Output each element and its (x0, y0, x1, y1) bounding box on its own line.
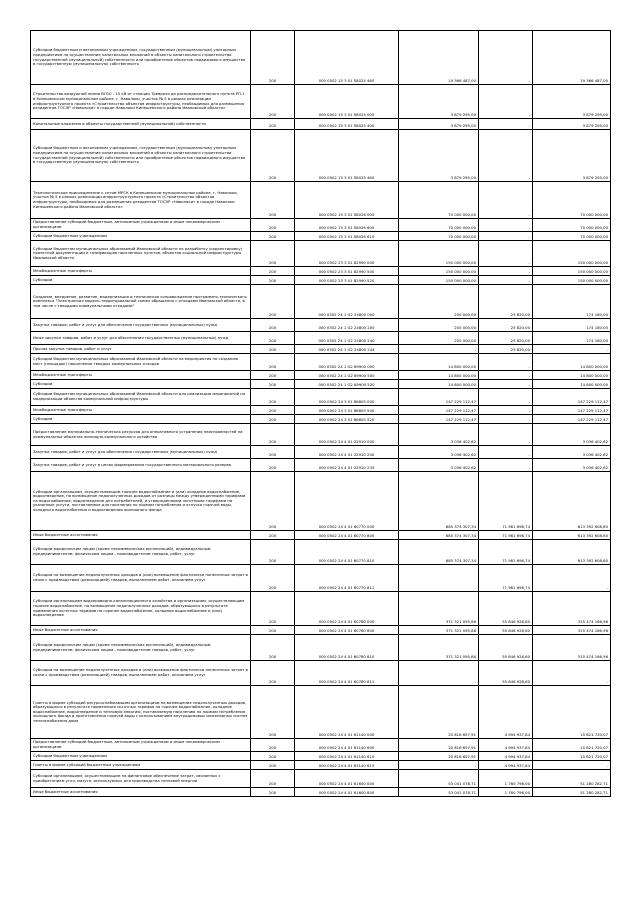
approved-amount: 20 816 657,91 (399, 739, 479, 752)
unexecuted-amount: 150 000 000,00 (533, 276, 611, 285)
budget-item-name: Иные бюджетные ассигнования (31, 788, 251, 797)
approved-amount: 14 800 000,00 (399, 371, 479, 380)
table-row (31, 770, 611, 788)
table-row (31, 241, 611, 267)
classification-code: 000 0502 24 4 01 60780 000 (295, 592, 399, 626)
unexecuted-amount: 315 474 166,96 (533, 592, 611, 626)
executed-amount: - (479, 406, 533, 415)
unexecuted-amount: - (533, 661, 611, 686)
unexecuted-amount: 3 879 295,00 (533, 85, 611, 119)
classification-code: 000 0502 24 3 01 86805 000 (295, 389, 399, 406)
table-row (31, 389, 611, 406)
table-row (31, 565, 611, 592)
unexecuted-amount: 174 180,00 (533, 332, 611, 345)
table-row (31, 661, 611, 686)
admin-code: 200 (251, 739, 295, 752)
executed-amount: 71 981 698,74 (479, 540, 533, 565)
budget-item-name: Закупка товаров, работ и услуг в целях формирования государственного материального резерва (31, 459, 251, 472)
executed-amount: - (479, 276, 533, 285)
budget-execution-table (30, 30, 611, 797)
executed-amount: 55 846 928,60 (479, 661, 533, 686)
unexecuted-amount: 51 280 282,71 (533, 788, 611, 797)
table-row (31, 119, 611, 130)
classification-code: 000 0502 24 4 01 61600 800 (295, 788, 399, 797)
admin-code: 200 (251, 540, 295, 565)
table-row (31, 472, 611, 531)
unexecuted-amount: 150 000 000,00 (533, 241, 611, 267)
admin-code: 200 (251, 635, 295, 661)
unexecuted-amount: 147 229 112,47 (533, 415, 611, 424)
admin-code: 200 (251, 752, 295, 761)
admin-code: 200 (251, 285, 295, 319)
executed-amount: - (479, 119, 533, 130)
approved-amount: 685 374 307,34 (399, 531, 479, 540)
classification-code: 000 0502 23 3 01 82990 500 (295, 267, 399, 276)
classification-code: 000 0502 24 1 G2 89900 520 (295, 380, 399, 389)
classification-code: 000 0502 15 3 01 S8024 460 (295, 31, 399, 85)
executed-amount: - (479, 267, 533, 276)
admin-code: 200 (251, 686, 295, 739)
admin-code: 200 (251, 354, 295, 371)
unexecuted-amount: 3 036 402,62 (533, 446, 611, 459)
classification-code: 000 0502 24 4 01 22910 233 (295, 459, 399, 472)
admin-code: 200 (251, 241, 295, 267)
executed-amount: 55 846 928,60 (479, 626, 533, 635)
executed-amount: 4 994 937,84 (479, 761, 533, 770)
unexecuted-amount: 70 000 000,00 (533, 182, 611, 219)
unexecuted-amount: 3 036 402,62 (533, 424, 611, 446)
executed-amount: 4 994 937,84 (479, 686, 533, 739)
classification-code: 000 0502 15 3 01 S8026 600 (295, 219, 399, 232)
table-row (31, 332, 611, 345)
approved-amount: 53 041 078,71 (399, 770, 479, 788)
table-row (31, 371, 611, 380)
approved-amount: 20 816 657,91 (399, 752, 479, 761)
unexecuted-amount: 613 392 608,60 (533, 531, 611, 540)
executed-amount: - (479, 424, 533, 446)
executed-amount: - (479, 219, 533, 232)
budget-item-name: Субсидии бюджетным учреждениям (31, 232, 251, 241)
classification-code: 000 0502 24 4 01 60770 810 (295, 540, 399, 565)
budget-item-name: Субсидии бюджетам муниципальных образований Ивановской области на разработку (корректировку) проектной документации и газификацию населенных пунктов, объектов социальной инфраструктуры Ивановской области (31, 241, 251, 267)
admin-code: 200 (251, 380, 295, 389)
executed-amount: 55 846 928,60 (479, 635, 533, 661)
admin-code: 200 (251, 182, 295, 219)
unexecuted-amount: 147 229 112,47 (533, 406, 611, 415)
approved-amount: 70 000 000,00 (399, 232, 479, 241)
table-row (31, 415, 611, 424)
admin-code: 200 (251, 219, 295, 232)
unexecuted-amount: 15 821 720,07 (533, 752, 611, 761)
classification-code: 000 0502 24 1 G2 24800 000 (295, 285, 399, 319)
approved-amount: 3 036 402,62 (399, 446, 479, 459)
classification-code: 000 0502 24 1 G2 89900 500 (295, 371, 399, 380)
approved-amount: 14 800 000,00 (399, 354, 479, 371)
budget-item-name: Субсидии организациям водопроводно-канализационного хозяйства и организациям, осуществляющим горячее водоснабжение, на возмещение недополученных доходов, образующихся в результате применения льготных тарифов на горячее водоснабжение, холодное водоснабжение и (или) водоотведение (31, 592, 251, 626)
admin-code: 200 (251, 446, 295, 459)
table-row (31, 276, 611, 285)
approved-amount: 70 000 000,00 (399, 219, 479, 232)
executed-amount: - (479, 459, 533, 472)
table-row (31, 446, 611, 459)
budget-item-name: Межбюджетные трансферты (31, 406, 251, 415)
executed-amount: - (479, 182, 533, 219)
admin-code: 200 (251, 770, 295, 788)
budget-item-name: Субсидии бюджетным и автономным учреждениям, государственным (муниципальным) унитарным предприятиям на осуществление капитальных вложений в объекты капитального строительства государственной (муниципальной) собственности или приобретение объектов недвижимого имущества в государственную (муниципальную) собственность (31, 31, 251, 85)
table-row (31, 380, 611, 389)
budget-item-name: Субсидии бюджетам муниципальных образований Ивановской области для реализации мероприятий по модернизации объектов коммунальной инфраструктуры (31, 389, 251, 406)
budget-item-name: Субсидии на возмещение недополученных доходов и (или) возмещение фактически понесенных затрат в связи с производством (реализацией) товаров, выполнением работ, оказанием услуг (31, 661, 251, 686)
executed-amount: 71 981 698,74 (479, 565, 533, 592)
admin-code: 200 (251, 85, 295, 119)
admin-code: 200 (251, 389, 295, 406)
budget-item-name: Субсидии бюджетам муниципальных образований Ивановской области на мероприятия по созданию мест (площадок) накопления твердых коммунальных отходов (31, 354, 251, 371)
table-row (31, 761, 611, 770)
classification-code: 000 0502 24 1 G2 24800 200 (295, 319, 399, 332)
classification-code: 000 0502 15 3 01 S8025 460 (295, 130, 399, 182)
unexecuted-amount: 3 879 295,00 (533, 130, 611, 182)
budget-item-name: Технологическое присоединение к сетям МРСК в Кинешемском муниципальном районе, г. Наволоки, участка № 5 в рамках реализации инфраструктурного проекта «Строительство объектов инфраструктуры, необходимых для размещения резидентов ТОСЭР «Наволоки» в городе Наволоки Кинешемского района Ивановской области» (31, 182, 251, 219)
admin-code: 200 (251, 31, 295, 85)
admin-code: 200 (251, 661, 295, 686)
approved-amount: 200 000,00 (399, 285, 479, 319)
admin-code: 200 (251, 626, 295, 635)
executed-amount: - (479, 380, 533, 389)
budget-item-name: Прочая закупка товаров, работ и услуг (31, 345, 251, 354)
admin-code: 200 (251, 565, 295, 592)
unexecuted-amount: 3 036 402,62 (533, 459, 611, 472)
admin-code: 200 (251, 332, 295, 345)
budget-item-name: Субсидии (31, 380, 251, 389)
approved-amount: 147 229 112,47 (399, 406, 479, 415)
unexecuted-amount: 15 821 720,07 (533, 686, 611, 739)
budget-item-name: Субсидии на возмещение недополученных доходов и (или) возмещение фактически понесенных затрат в связи с производством (реализацией) товаров, выполнением работ, оказанием услуг (31, 565, 251, 592)
table-row (31, 354, 611, 371)
executed-amount: 25 820,00 (479, 332, 533, 345)
unexecuted-amount: 51 280 282,71 (533, 770, 611, 788)
approved-amount: 53 041 078,71 (399, 788, 479, 797)
admin-code: 200 (251, 119, 295, 130)
classification-code: 000 0502 24 3 01 86805 500 (295, 406, 399, 415)
table-row (31, 531, 611, 540)
admin-code: 200 (251, 371, 295, 380)
table-row (31, 424, 611, 446)
approved-amount: - (399, 345, 479, 354)
budget-item-name: Субсидии (31, 276, 251, 285)
budget-item-name: Субсидии организациям, осуществляющим горячее водоснабжение и (или) холодное водоснабжение, водоотведение, на возмещение недополученных доходов от разницы между утвержденными тарифами на водоснабжение, водоотведение для потребителей, и утвержденными льготными тарифами на указанные услуги, поставляемые для населения по нормам потребления и отпуска горячей воды, холодного водоснабжения и водоотведения жилищного фонда (31, 472, 251, 531)
admin-code: 200 (251, 130, 295, 182)
approved-amount: 3 879 295,00 (399, 85, 479, 119)
executed-amount: 25 820,00 (479, 345, 533, 354)
admin-code: 200 (251, 232, 295, 241)
classification-code: 000 0502 24 1 G2 89900 000 (295, 354, 399, 371)
table-row (31, 285, 611, 319)
budget-item-name: Создание, внедрение, развитие, модернизация и техническое сопровождение программно-технического комплекса "Электронная модель-территориальной схемы обращения с отходами Ивановской области, в том числе с твердыми коммунальными отходами" (31, 285, 251, 319)
admin-code: 200 (251, 761, 295, 770)
classification-code: 000 0502 24 1 G2 24800 240 (295, 332, 399, 345)
table-row (31, 635, 611, 661)
approved-amount: 150 000 000,00 (399, 276, 479, 285)
approved-amount: - (399, 565, 479, 592)
classification-code: 000 0502 24 4 01 22910 200 (295, 446, 399, 459)
admin-code: 200 (251, 319, 295, 332)
unexecuted-amount: 174 180,00 (533, 319, 611, 332)
budget-item-name: Гранты в форме субсидий ресурсоснабжающим организациям на возмещение недополученных доходов, образующихся в результате применения льготных тарифов на горячее водоснабжение, холодное водоснабжение, водоотведение и тепловую энергию, поставляемую населению по нормам потребления жилищного фонда и приготовления горячей воды с использованием внутридомовых инженерных систем теплоснабжения дома (31, 686, 251, 739)
executed-amount: 71 981 698,74 (479, 472, 533, 531)
executed-amount: - (479, 241, 533, 267)
table-row (31, 130, 611, 182)
executed-amount: - (479, 371, 533, 380)
budget-item-name: Субсидии юридическим лицам (кроме некоммерческих организаций), индивидуальным предпринимателям, физическим лицам - производителям товаров, работ, услуг (31, 635, 251, 661)
executed-amount: 1 760 796,00 (479, 788, 533, 797)
table-row (31, 459, 611, 472)
budget-item-name: Закупка товаров, работ и услуг для обеспечения государственных (муниципальных) нужд (31, 446, 251, 459)
unexecuted-amount: 15 821 720,07 (533, 739, 611, 752)
unexecuted-amount: 14 800 000,00 (533, 380, 611, 389)
classification-code: 000 0502 15 3 01 S8025 000 (295, 85, 399, 119)
approved-amount: 3 036 402,62 (399, 459, 479, 472)
executed-amount: 55 846 928,60 (479, 592, 533, 626)
table-row (31, 686, 611, 739)
unexecuted-amount: 315 474 166,96 (533, 626, 611, 635)
admin-code: 200 (251, 276, 295, 285)
unexecuted-amount: - (533, 761, 611, 770)
classification-code: 000 0502 24 4 01 60780 810 (295, 635, 399, 661)
approved-amount: 685 374 307,34 (399, 472, 479, 531)
executed-amount: 71 981 698,74 (479, 531, 533, 540)
unexecuted-amount: 19 366 487,00 (533, 31, 611, 85)
unexecuted-amount: 150 000 000,00 (533, 267, 611, 276)
budget-item-name: Субсидии бюджетным и автономным учреждениям, государственным (муниципальным) унитарным предприятиям на осуществление капитальных вложений в объекты капитального строительства государственной (муниципальной) собственности или приобретение объектов недвижимого имущества в государственную (муниципальную) собственность (31, 130, 251, 182)
budget-report-page (30, 30, 610, 797)
admin-code: 200 (251, 267, 295, 276)
approved-amount: 14 800 000,00 (399, 380, 479, 389)
executed-amount: - (479, 415, 533, 424)
table-row (31, 592, 611, 626)
classification-code: 000 0502 24 1 G2 24800 244 (295, 345, 399, 354)
admin-code: 200 (251, 424, 295, 446)
admin-code: 200 (251, 788, 295, 797)
budget-item-name: Иные закупки товаров, работ и услуг для обеспечения государственных (муниципальных) нужд (31, 332, 251, 345)
budget-item-name: Строительство воздушной линии ВЛ10 - 15 кВ от станции Треврачо до распределительного пункта РП-1 в Кинешемском муниципальном районе, г. Наволоки, участок № 5 в рамках реализации инфраструктурного проекта «Строительство объектов инфраструктуры, необходимых для размещения резидентов ТОСЭР «Наволоки» в городе Наволоки Кинешемского района Ивановской области» (31, 85, 251, 119)
approved-amount: 70 000 000,00 (399, 182, 479, 219)
approved-amount: 19 366 487,00 (399, 31, 479, 85)
executed-amount: 25 820,00 (479, 319, 533, 332)
unexecuted-amount: - (533, 345, 611, 354)
unexecuted-amount: 147 229 112,47 (533, 389, 611, 406)
table-row (31, 182, 611, 219)
admin-code: 200 (251, 472, 295, 531)
classification-code: 000 0502 15 3 01 S8025 400 (295, 119, 399, 130)
table-row (31, 406, 611, 415)
admin-code: 200 (251, 459, 295, 472)
unexecuted-amount: 174 180,00 (533, 285, 611, 319)
classification-code: 000 0502 24 4 01 60770 000 (295, 472, 399, 531)
approved-amount: 200 000,00 (399, 319, 479, 332)
approved-amount: 147 229 112,47 (399, 415, 479, 424)
executed-amount: - (479, 389, 533, 406)
budget-item-name: Иные бюджетные ассигнования (31, 531, 251, 540)
unexecuted-amount: 14 800 000,00 (533, 354, 611, 371)
executed-amount: - (479, 446, 533, 459)
table-row (31, 788, 611, 797)
approved-amount: 20 816 657,91 (399, 686, 479, 739)
unexecuted-amount: - (533, 565, 611, 592)
unexecuted-amount: 613 392 608,60 (533, 540, 611, 565)
budget-item-name: Субсидии (31, 415, 251, 424)
approved-amount: 371 321 095,86 (399, 626, 479, 635)
budget-item-name: Субсидии организациям, осуществляющим на финансовое обеспечение затрат, связанных с приобретением угля, мазута, используемых для производства тепловой энергии (31, 770, 251, 788)
table-row (31, 219, 611, 232)
table-row (31, 31, 611, 85)
executed-amount: 4 994 937,84 (479, 739, 533, 752)
approved-amount: - (399, 761, 479, 770)
executed-amount: 4 994 937,84 (479, 752, 533, 761)
executed-amount: - (479, 85, 533, 119)
budget-item-name: Субсидии юридическим лицам (кроме некоммерческих организаций), индивидуальным предпринимателям, физическим лицам - производителям товаров, работ, услуг (31, 540, 251, 565)
approved-amount: 200 000,00 (399, 332, 479, 345)
executed-amount: - (479, 232, 533, 241)
classification-code: 000 0502 15 3 01 S8026 000 (295, 182, 399, 219)
approved-amount: 3 879 295,00 (399, 119, 479, 130)
admin-code: 200 (251, 531, 295, 540)
approved-amount: 150 000 000,00 (399, 241, 479, 267)
classification-code: 000 0502 24 4 01 61140 610 (295, 752, 399, 761)
approved-amount: 685 374 307,34 (399, 540, 479, 565)
approved-amount: 3 036 402,62 (399, 424, 479, 446)
unexecuted-amount: 70 000 000,00 (533, 219, 611, 232)
classification-code: 000 0502 24 4 01 61140 600 (295, 739, 399, 752)
classification-code: 000 0502 24 4 01 60780 800 (295, 626, 399, 635)
table-row (31, 626, 611, 635)
classification-code: 000 0502 24 4 01 60770 800 (295, 531, 399, 540)
budget-item-name: Капитальные вложения в объекты государственной (муниципальной) собственности (31, 119, 251, 130)
budget-item-name: Иные бюджетные ассигнования (31, 626, 251, 635)
approved-amount: 371 321 095,86 (399, 592, 479, 626)
classification-code: 000 0502 24 3 01 86805 520 (295, 415, 399, 424)
approved-amount: - (399, 661, 479, 686)
admin-code: 200 (251, 415, 295, 424)
classification-code: 000 0502 24 4 01 61140 000 (295, 686, 399, 739)
unexecuted-amount: 315 474 166,96 (533, 635, 611, 661)
unexecuted-amount: 14 800 000,00 (533, 371, 611, 380)
classification-code: 000 0502 24 4 01 22910 000 (295, 424, 399, 446)
classification-code: 000 0502 24 4 01 61600 000 (295, 770, 399, 788)
budget-item-name: Субсидии бюджетным учреждениям (31, 752, 251, 761)
executed-amount: - (479, 130, 533, 182)
unexecuted-amount: 613 392 608,60 (533, 472, 611, 531)
table-row (31, 232, 611, 241)
budget-item-name: Межбюджетные трансферты (31, 371, 251, 380)
table-row (31, 739, 611, 752)
classification-code: 000 0502 24 4 01 60770 811 (295, 565, 399, 592)
approved-amount: 371 321 095,86 (399, 635, 479, 661)
table-row (31, 319, 611, 332)
budget-item-name: Предоставление субсидий бюджетным, автономным учреждениям и иным некоммерческим организациям (31, 739, 251, 752)
unexecuted-amount: 3 879 295,00 (533, 119, 611, 130)
table-row (31, 752, 611, 761)
unexecuted-amount: 70 000 000,00 (533, 232, 611, 241)
approved-amount: 3 879 295,00 (399, 130, 479, 182)
classification-code: 000 0502 15 3 01 S8026 610 (295, 232, 399, 241)
budget-item-name: Предоставление субсидий бюджетным, автономным учреждениям и иным некоммерческим организациям (31, 219, 251, 232)
approved-amount: 147 229 112,47 (399, 389, 479, 406)
executed-amount: 25 820,00 (479, 285, 533, 319)
classification-code: 000 0502 23 3 01 82990 520 (295, 276, 399, 285)
budget-item-name: Гранты в форме субсидий бюджетным учреждениям (31, 761, 251, 770)
classification-code: 000 0502 24 4 01 60780 811 (295, 661, 399, 686)
executed-amount: 1 760 796,00 (479, 770, 533, 788)
table-body (31, 31, 611, 797)
budget-item-name: Предоставление материально-технических ресурсов для оперативного устранения неисправностей на коммунальных объектах жилищно-коммунального хозяйства (31, 424, 251, 446)
admin-code: 200 (251, 406, 295, 415)
admin-code: 200 (251, 345, 295, 354)
approved-amount: 150 000 000,00 (399, 267, 479, 276)
executed-amount: - (479, 354, 533, 371)
executed-amount: - (479, 31, 533, 85)
budget-item-name: Межбюджетные трансферты (31, 267, 251, 276)
table-row (31, 85, 611, 119)
classification-code: 000 0502 24 4 01 61140 613 (295, 761, 399, 770)
budget-item-name: Закупка товаров, работ и услуг для обеспечения государственных (муниципальных) нужд (31, 319, 251, 332)
table-row (31, 540, 611, 565)
table-row (31, 345, 611, 354)
table-row (31, 267, 611, 276)
classification-code: 000 0502 23 3 01 82990 000 (295, 241, 399, 267)
admin-code: 200 (251, 592, 295, 626)
